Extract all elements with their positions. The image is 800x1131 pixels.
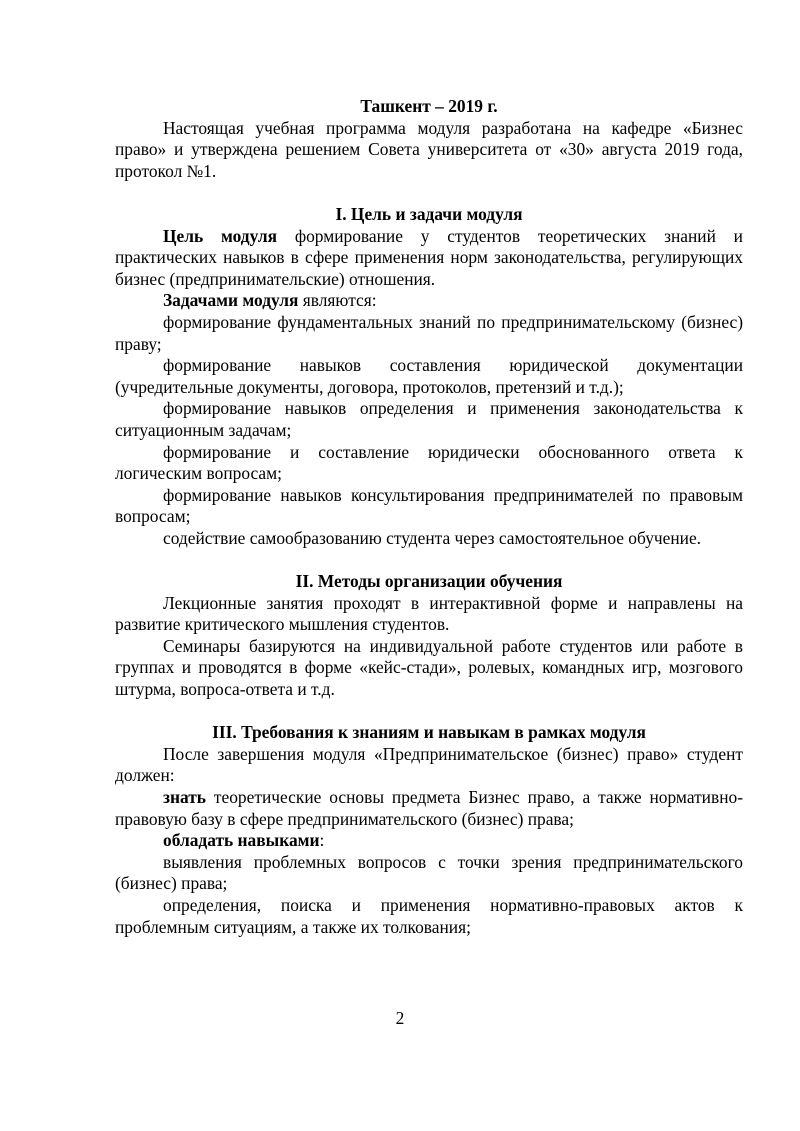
section-2-heading: II. Методы организации обучения bbox=[295, 571, 563, 592]
tasks-label: Задачами модуля bbox=[163, 290, 299, 311]
section-3-heading: III. Требования к знаниям и навыкам в рамках модуля bbox=[212, 722, 646, 743]
task-item: формирование фундаментальных знаний по предпринимательскому (бизнес) праву; bbox=[115, 311, 743, 354]
lectures-paragraph: Лекционные занятия проходят в интерактивной форме и направлены на развитие критического мышления студентов. bbox=[115, 592, 743, 635]
task-item: формирование навыков определения и применения законодательства к ситуационным задачам; bbox=[115, 398, 743, 440]
spacer bbox=[115, 549, 743, 571]
goal-text: формирование у студентов теоретических знаний и практических навыков в сфере применения норм законодательства, регулирующих бизнес (предпринимательские) отношения. bbox=[115, 225, 743, 289]
task-item: содействие самообразованию студента через самостоятельное обучение. bbox=[163, 527, 702, 548]
city-year-line: Ташкент – 2019 г. bbox=[360, 96, 498, 116]
intro-paragraph: Настоящая учебная программа модуля разработана на кафедре «Бизнес право» и утверждена решением Совета университета от «30» августа 2019 года, протокол №1. bbox=[115, 117, 743, 181]
goal-label: Цель модуля bbox=[163, 225, 278, 246]
seminars-paragraph: Семинары базируются на индивидуальной работе студентов или работе в группах и проводятся в форме «кейс-стади», ролевых, командных игр, мозгового штурма, вопроса-ответа и т.д. bbox=[115, 635, 743, 700]
page-content bbox=[115, 96, 743, 938]
skills-colon: : bbox=[319, 830, 325, 851]
page-number: 2 bbox=[395, 1008, 405, 1028]
task-item: формирование и составление юридически обоснованного ответа к логическим вопросам; bbox=[115, 441, 743, 484]
tasks-intro-paragraph bbox=[115, 290, 743, 312]
know-label: знать bbox=[163, 787, 206, 807]
section-1-heading: I. Цель и задачи модуля bbox=[335, 203, 523, 224]
tasks-intro-text: являются: bbox=[298, 290, 377, 311]
spacer bbox=[115, 182, 743, 204]
task-item: формирование навыков консультирования предпринимателей по правовым вопросам; bbox=[115, 484, 743, 527]
skill-item: определения, поиска и применения нормативно-правовых актов к проблемным ситуациям, а также их толкования; bbox=[115, 894, 743, 937]
task-item: формирование навыков составления юридической документации (учредительные документы, договора, протоколов, претензий и т.д.); bbox=[115, 355, 743, 397]
skills-heading-paragraph bbox=[115, 830, 743, 852]
skills-label: обладать навыками bbox=[163, 830, 320, 851]
skill-item: выявления проблемных вопросов с точки зрения предпринимательского (бизнес) права; bbox=[115, 851, 743, 894]
goal-paragraph bbox=[115, 226, 743, 291]
know-paragraph bbox=[115, 787, 743, 830]
know-text: теоретические основы предмета Бизнес право, а также нормативно-правовую базу в сфере предпринимательского (бизнес) права; bbox=[115, 787, 743, 829]
spacer bbox=[115, 701, 743, 723]
requirements-intro: После завершения модуля «Предпринимательское (бизнес) право» студент должен: bbox=[115, 743, 743, 786]
